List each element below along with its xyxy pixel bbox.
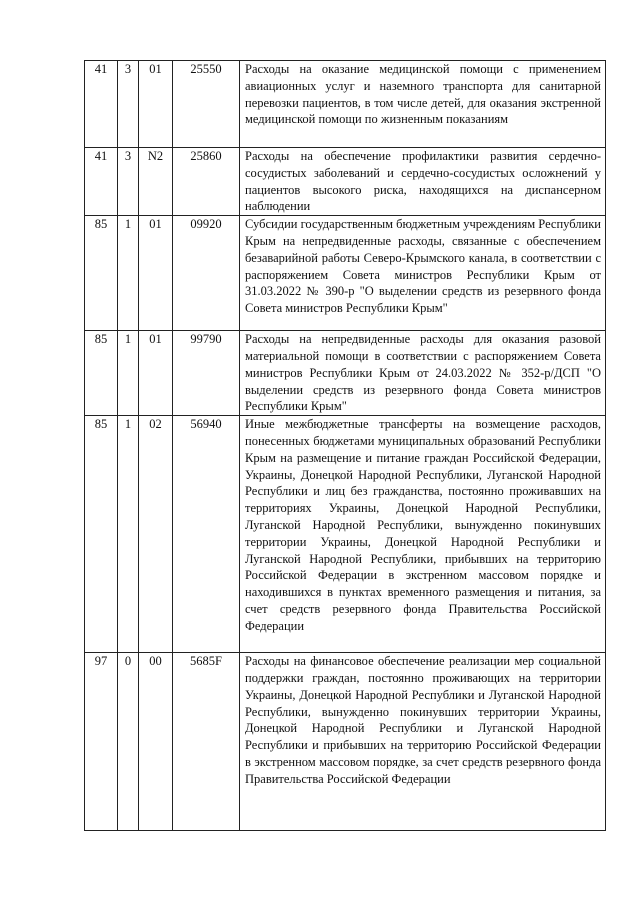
description-text: Расходы на обеспечение профилактики развития сердечно-сосудистых заболеваний и сердечно-сосудистых осложнений у пациентов высокого риска, находящихся на диспансерном наблюдении — [245, 149, 601, 214]
table-row — [85, 331, 606, 416]
cell-code-2: 3 — [118, 148, 139, 216]
cell-code-2: 1 — [118, 216, 139, 331]
cell-code-4: 09920 — [173, 216, 240, 331]
cell-code-2: 1 — [118, 331, 139, 416]
table-row — [85, 416, 606, 653]
table-row — [85, 61, 606, 148]
cell-code-3: 02 — [139, 416, 173, 653]
cell-code-3: 00 — [139, 653, 173, 831]
cell-code-4: 56940 — [173, 416, 240, 653]
cell-description — [240, 61, 606, 148]
cell-description — [240, 331, 606, 416]
cell-code-1: 85 — [85, 331, 118, 416]
budget-table-body — [85, 61, 606, 831]
cell-code-1: 41 — [85, 148, 118, 216]
cell-code-3: 01 — [139, 61, 173, 148]
cell-code-4: 25550 — [173, 61, 240, 148]
description-text: Иные межбюджетные трансферты на возмещение расходов, понесенных бюджетами муниципальных образований Республики Крым на размещение и питание граждан Российской Федерации, Украины, Донецкой Народной Республики, Луганской Народной Республики и лиц без гражданства, постоянно проживавших на территориях Украины, Донецкой Народной Республики, Луганской Народной Республики, вынужденно покинувших территории Украины, Донецкой Народной Республики и Луганской Народной Республики, прибывших на территорию Российской Федерации в экстренном массовом порядке и находившихся в пунктах временного размещения и питания, за счет средств резервного фонда Правительства Российской Федерации — [245, 417, 601, 633]
cell-code-3: 01 — [139, 216, 173, 331]
table-row — [85, 216, 606, 331]
description-text: Субсидии государственным бюджетным учреждениям Республики Крым на непредвиденные расходы, связанные с обеспечением безаварийной работы Северо-Крымского канала, в соответствии с распоряжением Совета министров Республики Крым от 31.03.2022 № 390-р "О выделении средств из резервного фонда Совета министров Республики Крым" — [245, 217, 601, 316]
cell-code-4: 25860 — [173, 148, 240, 216]
cell-code-4: 5685F — [173, 653, 240, 831]
cell-code-1: 97 — [85, 653, 118, 831]
table-row — [85, 653, 606, 831]
description-text: Расходы на непредвиденные расходы для оказания разовой материальной помощи в соответствии с распоряжением Совета министров Республики Крым от 24.03.2022 № 352-р/ДСП "О выделении средств из резервного фонда Совета министров Республики Крым" — [245, 332, 601, 414]
cell-code-2: 0 — [118, 653, 139, 831]
cell-code-1: 85 — [85, 216, 118, 331]
cell-description — [240, 216, 606, 331]
cell-code-1: 85 — [85, 416, 118, 653]
cell-code-2: 3 — [118, 61, 139, 148]
description-text: Расходы на финансовое обеспечение реализации мер социальной поддержки граждан, постоянно проживающих на территории Украины, Донецкой Народной Республики и Луганской Народной Республики, вынужденно покинувших территории Украины, Донецкой Народной Республики и Луганской Народной Республики и прибывших на территорию Российской Федерации в экстренном массовом порядке, за счет средств резервного фонда Правительства Российской Федерации — [245, 654, 601, 786]
budget-table — [84, 60, 606, 831]
cell-description — [240, 416, 606, 653]
cell-description — [240, 653, 606, 831]
description-text: Расходы на оказание медицинской помощи с применением авиационных услуг и наземного транспорта для санитарной перевозки пациентов, в том числе детей, для оказания экстренной медицинской помощи по жизненным показаниям — [245, 62, 601, 127]
cell-code-1: 41 — [85, 61, 118, 148]
cell-code-3: 01 — [139, 331, 173, 416]
cell-code-4: 99790 — [173, 331, 240, 416]
table-row — [85, 148, 606, 216]
cell-description — [240, 148, 606, 216]
cell-code-3: N2 — [139, 148, 173, 216]
cell-code-2: 1 — [118, 416, 139, 653]
